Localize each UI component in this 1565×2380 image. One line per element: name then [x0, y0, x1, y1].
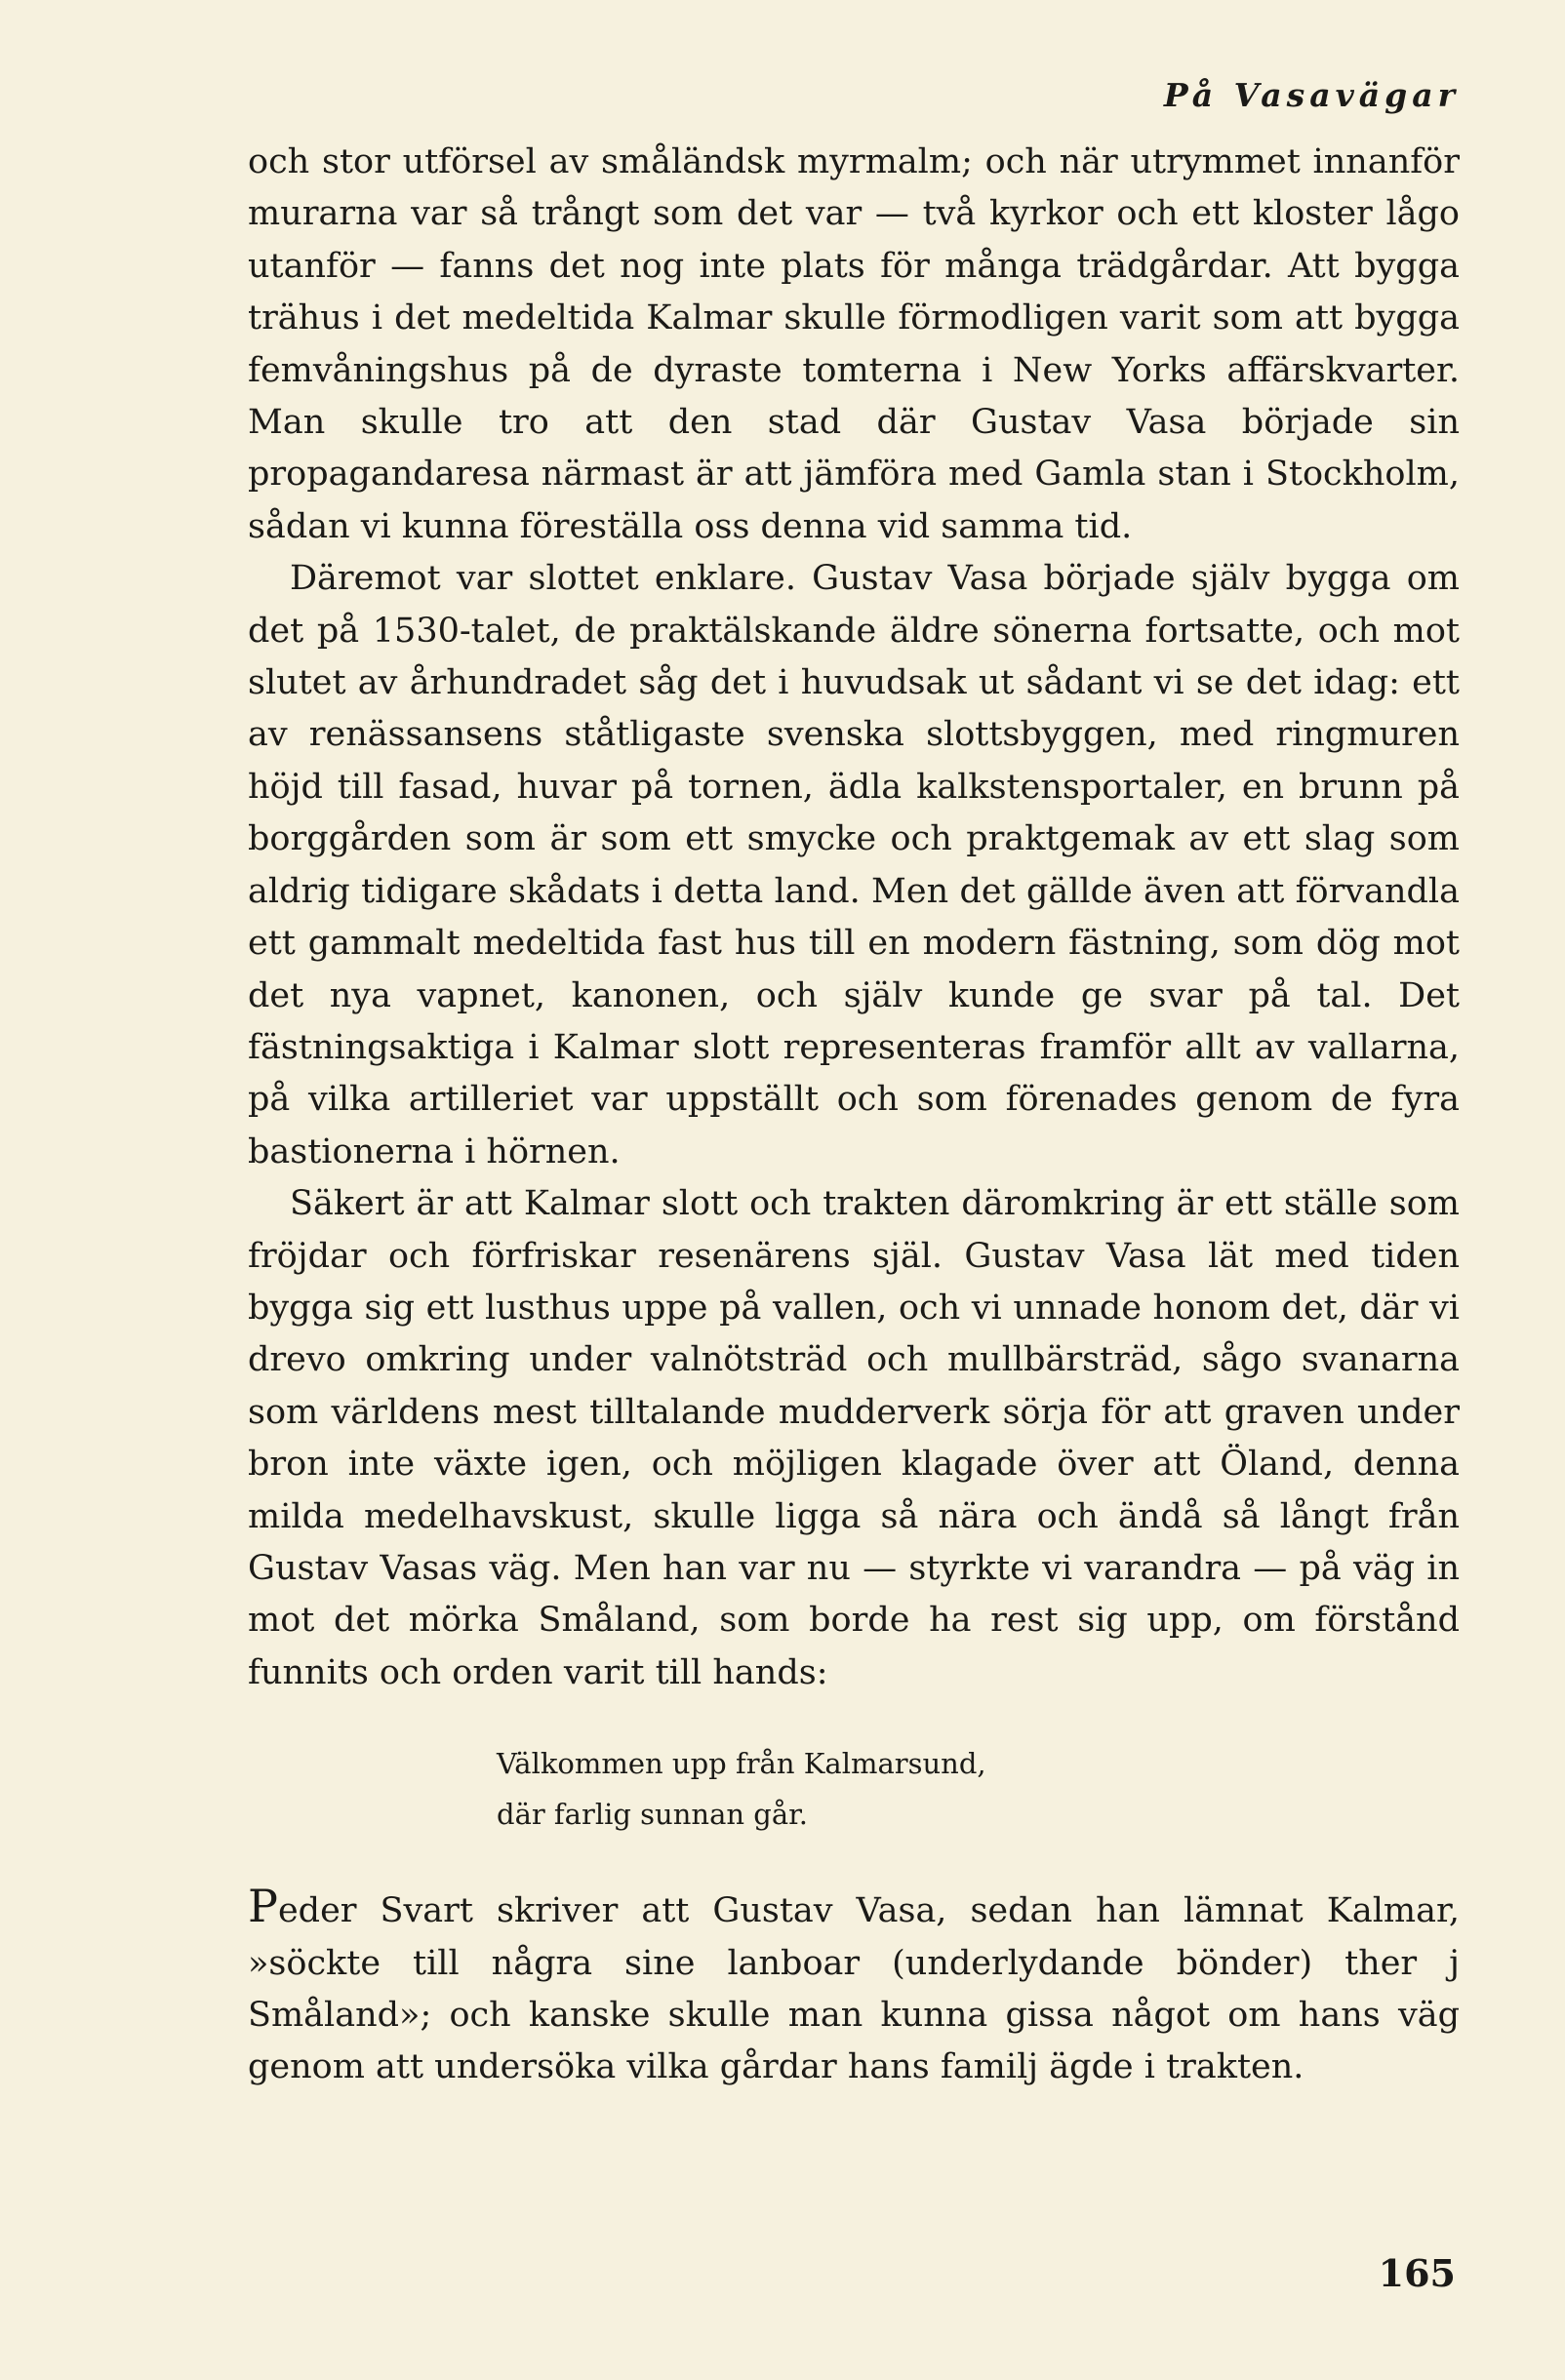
verse-line-2: där farlig sunnan går. [497, 1798, 808, 1832]
running-head: På Vasavägar [1163, 76, 1460, 114]
section-initial: P [248, 1880, 278, 1933]
verse-line-1: Välkommen upp från Kalmarsund, [497, 1747, 986, 1781]
section-text: eder Svart skriver att Gustav Vasa, sedan han lämnat Kalmar, »söckte till några sine lanboar (underlydande bönder) ther j Småland»; och kanske skulle man kunna gissa något om hans väg genom att undersöka vilka gårdar hans familj ägde i trakten. [248, 1891, 1460, 2087]
verse-quote [497, 1738, 1460, 1840]
paragraph-1: och stor utförsel av småländsk myrmalm; och när utrymmet innanför murarna var så trångt som det var — två kyrkor och ett kloster lågo utanför — fanns det nog inte plats för många trädgårdar. Att bygga trähus i det medeltida Kalmar skulle förmodligen varit som att bygga femvåningshus på de dyraste tomterna i New Yorks affärskvarter. Man skulle tro att den stad där Gustav Vasa började sin propagandaresa närmast är att jämföra med Gamla stan i Stockholm, sådan vi kunna föreställa oss denna vid samma tid. [248, 142, 1460, 546]
paragraph-3: Säkert är att Kalmar slott och trakten däromkring är ett ställe som fröjdar och förfriskar resenärens själ. Gustav Vasa lät med tiden bygga sig ett lusthus uppe på vallen, och vi unnade honom det, där vi drevo omkring under valnötsträd och mullbärsträd, sågo svanarna som världens mest tilltalande mudderverk sörja för att graven under bron inte växte igen, och möjligen klagade över att Öland, denna milda medelhavskust, skulle ligga så nära och ändå så långt från Gustav Vasas väg. Men han var nu — styrkte vi varandra — på väg in mot det mörka Småland, som borde ha rest sig upp, om förstånd funnits och orden varit till hands: [248, 1184, 1460, 1692]
section-paragraph [248, 1881, 1460, 2094]
page-number: 165 [1378, 2251, 1456, 2295]
paragraph-2: Däremot var slottet enklare. Gustav Vasa började själv bygga om det på 1530-talet, de praktälskande äldre sönerna fortsatte, och mot slutet av århundradet såg det i huvudsak ut sådant vi se det idag: ett av renässansens ståtligaste svenska slottsbyggen, med ringmuren höjd till fasad, huvar på tornen, ädla kalkstensportaler, en brunn på borggården som är som ett smycke och praktgemak av ett slag som aldrig tidigare skådats i detta land. Men det gällde även att förvandla ett gammalt medeltida fast hus till en modern fästning, som dög mot det nya vapnet, kanonen, och själv kunde ge svar på tal. Det fästningsaktiga i Kalmar slott representeras framför allt av vallarna, på vilka artilleriet var uppställt och som förenades genom de fyra bastionerna i hörnen. [248, 559, 1460, 1171]
body-text [248, 137, 1460, 2094]
